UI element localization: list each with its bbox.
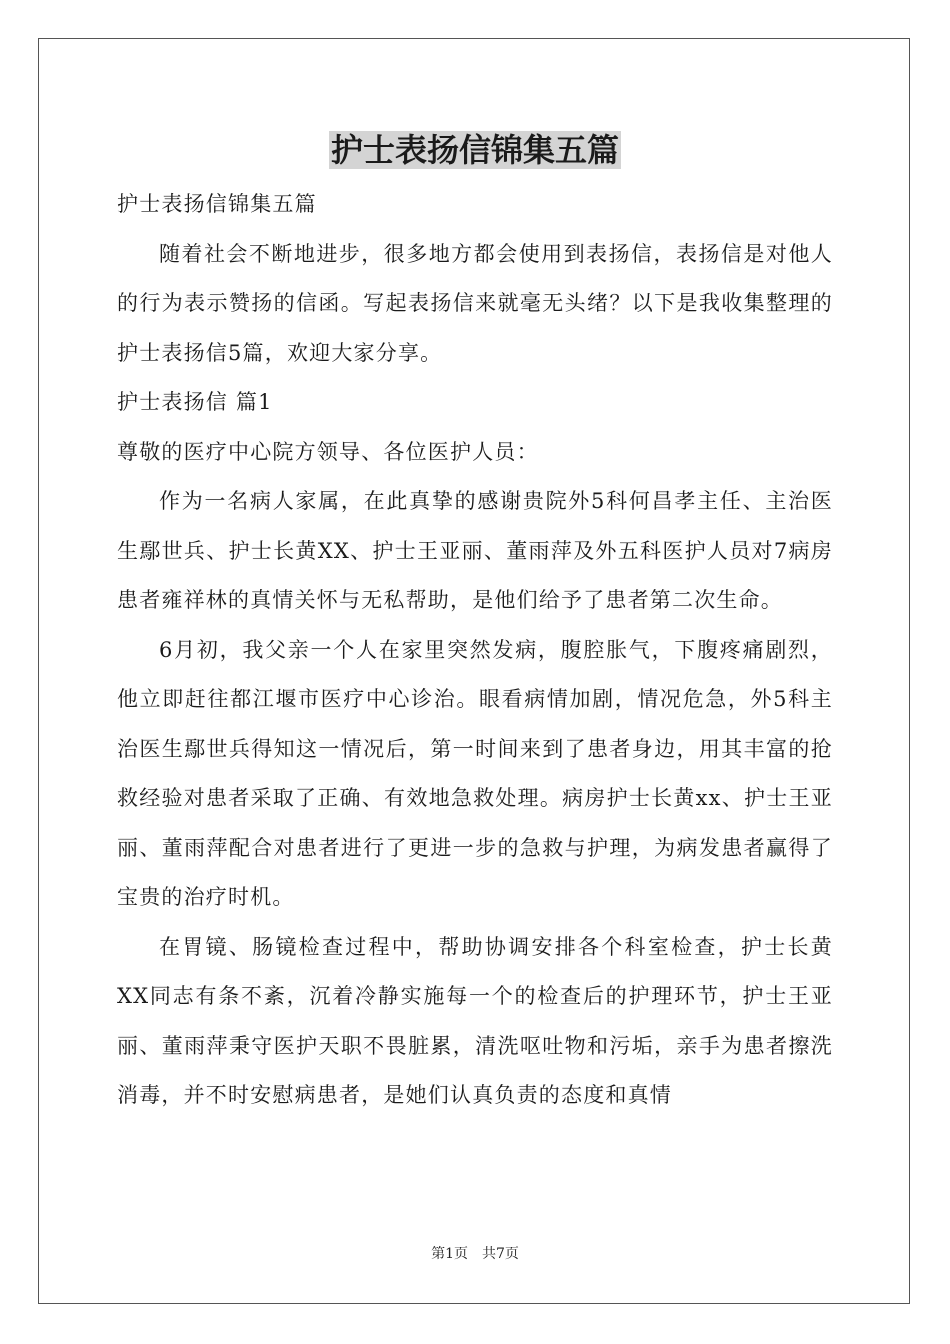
body-paragraph: 护士表扬信锦集五篇 xyxy=(117,192,317,216)
document-title-text: 护士表扬信锦集五篇 xyxy=(330,131,619,169)
body-paragraph: 作为一名病人家属，在此真挚的感谢贵院外5科何昌孝主任、主治医生鄢世兵、护士长黄XX、护士王亚丽、董雨萍及外五科医护人员对7病房患者雍祥林的真情关怀与无私帮助，是他们给予了患者第二次生命。 xyxy=(117,489,833,612)
body-paragraph: 护士表扬信 篇1 xyxy=(117,390,273,414)
page-footer: 第1页 共7页 xyxy=(431,1246,519,1262)
body-paragraph: 在胃镜、肠镜检查过程中，帮助协调安排各个科室检查，护士长黄XX同志有条不紊，沉着冷静实施每一个的检查后的护理环节，护士王亚丽、董雨萍秉守医护天职不畏脏累，清洗呕吐物和污垢，亲手为患者擦洗消毒，并不时安慰病患者，是她们认真负责的态度和真情 xyxy=(117,934,833,1107)
body-paragraph: 6月初，我父亲一个人在家里突然发病，腹腔胀气，下腹疼痛剧烈，他立即赶往都江堰市医疗中心诊治。眼看病情加剧，情况危急，外5科主治医生鄢世兵得知这一情况后，第一时间来到了患者身边，用其丰富的抢救经验对患者采取了正确、有效地急救处理。病房护士长黄xx、护士王亚丽、董雨萍配合对患者进行了更进一步的急救与护理，为病发患者赢得了宝贵的治疗时机。 xyxy=(117,637,833,909)
document-body xyxy=(117,180,833,1121)
document-title xyxy=(0,128,950,172)
body-paragraph: 尊敬的医疗中心院方领导、各位医护人员： xyxy=(117,439,539,464)
body-paragraph: 随着社会不断地进步，很多地方都会使用到表扬信，表扬信是对他人的行为表示赞扬的信函。写起表扬信来就毫无头绪？以下是我收集整理的护士表扬信5篇，欢迎大家分享。 xyxy=(117,241,833,365)
